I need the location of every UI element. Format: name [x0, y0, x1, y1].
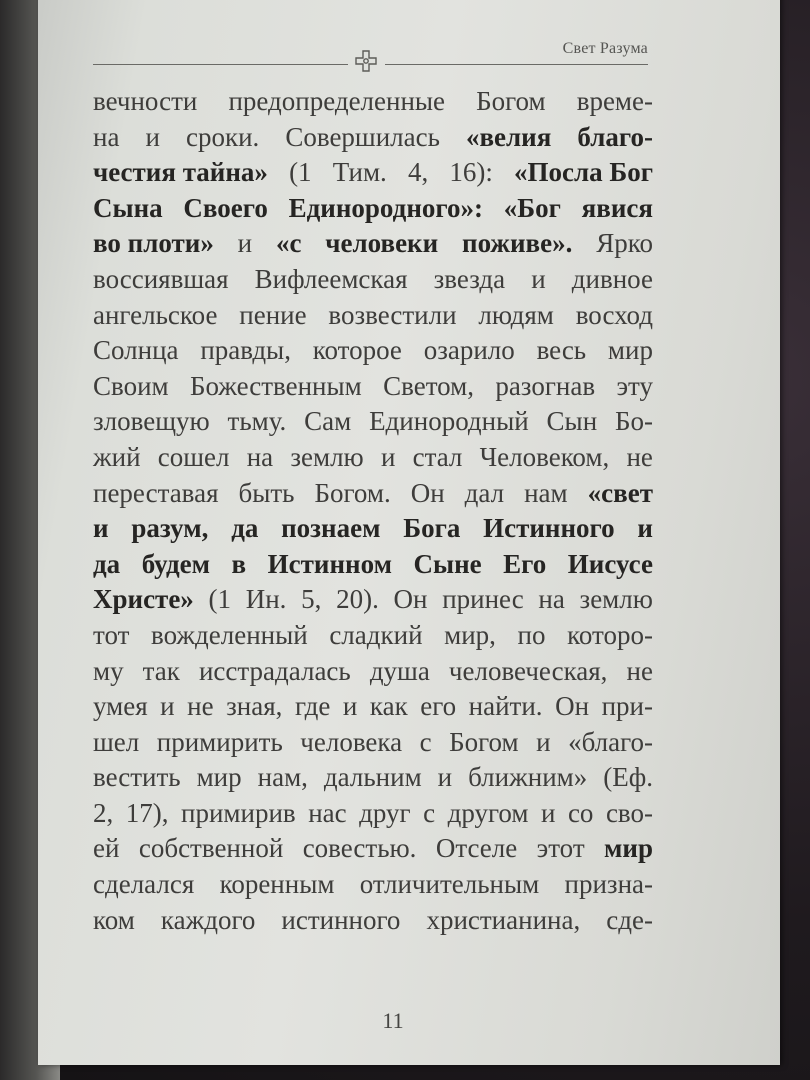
word: Истинного [483, 513, 615, 544]
word: призна- [564, 869, 653, 900]
text-line [93, 191, 653, 227]
word: примирить [156, 726, 283, 757]
word: Сына [93, 192, 163, 223]
word: и [145, 121, 160, 152]
word: Богом [449, 726, 519, 757]
header-rule-left [93, 64, 348, 65]
word: где [294, 691, 331, 722]
word: Иисусе [567, 548, 653, 579]
word: Тим. [332, 157, 387, 188]
text-line [93, 654, 653, 690]
word: эту [616, 370, 653, 401]
word: време- [576, 86, 653, 116]
word: принес [442, 584, 524, 615]
running-title: Свет Разума [562, 40, 648, 57]
word: дал [464, 477, 505, 508]
word: 5, [301, 584, 322, 615]
text-line [93, 689, 653, 725]
word: Вифлеемская [254, 263, 408, 294]
word: человеки [325, 228, 439, 259]
word: Единородного»: [288, 192, 483, 223]
header-rule-right [385, 64, 648, 65]
word: переставая [93, 477, 219, 508]
word: Он [410, 477, 445, 508]
word: «Бог [503, 192, 561, 223]
word: Своего [183, 192, 268, 223]
word: во плоти» [93, 228, 214, 259]
text-line [93, 404, 653, 440]
text-line [93, 226, 653, 262]
word: совестью. [302, 833, 417, 864]
word: мир [607, 335, 653, 366]
word: 4, [407, 157, 429, 188]
word: сво- [605, 797, 653, 828]
text-line [93, 867, 653, 903]
word: честия тайна» [93, 157, 268, 188]
word: поживе». [462, 228, 573, 259]
word: мир [196, 762, 242, 793]
word: ей [93, 833, 120, 864]
text-line [93, 511, 653, 547]
word: на [538, 584, 565, 615]
word: людям [478, 299, 554, 330]
word: пение [239, 299, 307, 330]
word: Сын [546, 406, 598, 437]
word: и [437, 762, 453, 793]
word: и [637, 513, 653, 544]
text-line [93, 333, 653, 369]
word: не [626, 655, 653, 686]
text-line [93, 618, 653, 654]
word: Истинном [267, 548, 392, 579]
word: «Посла Бог [513, 157, 653, 188]
word: как [369, 691, 408, 722]
text-line [93, 476, 653, 512]
word: Богом. [314, 477, 391, 508]
word: Совершилась [285, 121, 440, 152]
text-line [93, 369, 653, 405]
word: Своим [93, 370, 169, 401]
word: Сыне [413, 548, 482, 579]
text-line [93, 796, 653, 832]
word: ангельское [93, 299, 218, 330]
word: и [536, 726, 551, 757]
word: звезда [433, 263, 506, 294]
word: му [93, 655, 124, 686]
word: мир, [444, 619, 496, 650]
word: сроки. [185, 121, 260, 152]
word: коренным [219, 869, 335, 900]
word: Человеком, [479, 441, 610, 472]
word: землю [290, 441, 364, 472]
word: разогнав [495, 370, 596, 401]
word: «благо- [568, 726, 653, 757]
word: при- [601, 691, 653, 722]
word: разум, [131, 513, 209, 544]
word: со [567, 797, 594, 828]
word: и [93, 513, 109, 544]
word: отличительным [359, 869, 540, 900]
word: с [419, 726, 432, 757]
word: и [380, 441, 396, 472]
text-line [93, 831, 653, 867]
word: нам [524, 477, 568, 508]
text-line [93, 155, 653, 191]
word: (Еф. [603, 762, 653, 793]
word: 2, [93, 797, 114, 828]
word: Божественным [189, 370, 362, 401]
word: не [626, 441, 653, 472]
page-number: 11 [382, 1008, 404, 1033]
word: нас [308, 797, 347, 828]
text-line [93, 903, 653, 939]
text-line [93, 582, 653, 618]
word: Богом [476, 86, 546, 116]
word: явися [581, 192, 653, 223]
word: христианина, [426, 904, 581, 935]
word: сделался [93, 869, 195, 900]
word: и [342, 691, 358, 722]
word: жий [93, 441, 141, 472]
word: предопределенные [228, 86, 446, 116]
word: Ярко [596, 228, 653, 259]
word: озарило [423, 335, 515, 366]
word: воссиявшая [93, 263, 229, 294]
text-line [93, 440, 653, 476]
word: зная, [226, 691, 283, 722]
word: да [93, 548, 121, 579]
text-line [93, 120, 653, 156]
word: Сам [304, 406, 352, 437]
word: человека [300, 726, 403, 757]
word: благо- [577, 121, 653, 152]
word: и [531, 263, 546, 294]
word: вестить [93, 762, 181, 793]
word: этот [536, 833, 585, 864]
word: Он [555, 691, 590, 722]
word: зловещую [93, 406, 210, 437]
word: исстрадалась [198, 655, 351, 686]
word: душа [369, 655, 430, 686]
word: сошел [157, 441, 230, 472]
word: другом [447, 797, 529, 828]
word: познаем [281, 513, 381, 544]
word: и [160, 691, 175, 722]
word: Солнца [93, 335, 179, 366]
book-page [38, 0, 780, 1065]
word: правды, [200, 335, 291, 366]
word: каждого [160, 904, 256, 935]
word: возвестили [328, 299, 457, 330]
word: собственной [138, 833, 284, 864]
word: быть [238, 477, 295, 508]
word: «велия [465, 121, 552, 152]
text-line [93, 84, 653, 120]
word: по [517, 619, 546, 650]
page-header [93, 40, 648, 70]
text-line [93, 547, 653, 583]
word: 20). [336, 584, 379, 615]
word: которо- [567, 619, 653, 650]
word: дальним [323, 762, 422, 793]
word: ком [93, 904, 135, 935]
word: 17), [125, 797, 169, 828]
word: примирив [181, 797, 296, 828]
word: Он [393, 584, 428, 615]
word: тот [93, 619, 130, 650]
word: не [187, 691, 214, 722]
word: друг [359, 797, 411, 828]
word: в [231, 548, 247, 579]
word: Ин. [245, 584, 287, 615]
word: стал [412, 441, 463, 472]
word: весь [536, 335, 587, 366]
word: которое [312, 335, 402, 366]
word: и [237, 228, 253, 259]
word: «свет [587, 477, 653, 508]
word: Отселе [435, 833, 518, 864]
word: ближним» [468, 762, 588, 793]
word: Единородный [369, 406, 529, 437]
word: будем [141, 548, 211, 579]
word: истинного [281, 904, 401, 935]
word: умея [93, 691, 148, 722]
text-line [93, 298, 653, 334]
word: (1 [208, 584, 232, 615]
word: мир [604, 833, 653, 864]
word: (1 [289, 157, 312, 188]
word: да [231, 513, 259, 544]
word: землю [579, 584, 653, 615]
word: Бо- [615, 406, 653, 437]
word: на [93, 121, 120, 152]
word: вечности [93, 86, 198, 116]
word: шел [93, 726, 140, 757]
word: «с [275, 228, 302, 259]
word: Христе» [93, 584, 194, 615]
word: 16): [449, 157, 493, 188]
word: восход [575, 299, 653, 330]
word: сде- [606, 904, 653, 935]
word: с [423, 797, 436, 828]
text-line [93, 725, 653, 761]
word: на [246, 441, 274, 472]
cross-ornament-icon [353, 48, 379, 74]
text-line [93, 262, 653, 298]
word: Бога [403, 513, 461, 544]
word: так [142, 655, 180, 686]
word: дивное [571, 263, 653, 294]
word: нам, [257, 762, 308, 793]
word: Светом, [383, 370, 474, 401]
word: человеческая, [448, 655, 608, 686]
word: найти. [468, 691, 543, 722]
text-line [93, 760, 653, 796]
word: тьму. [227, 406, 287, 437]
word: Его [503, 548, 547, 579]
word: вожделенный [151, 619, 308, 650]
word: сладкий [329, 619, 423, 650]
body-text [93, 84, 653, 938]
word: и [540, 797, 556, 828]
word: его [420, 691, 457, 722]
